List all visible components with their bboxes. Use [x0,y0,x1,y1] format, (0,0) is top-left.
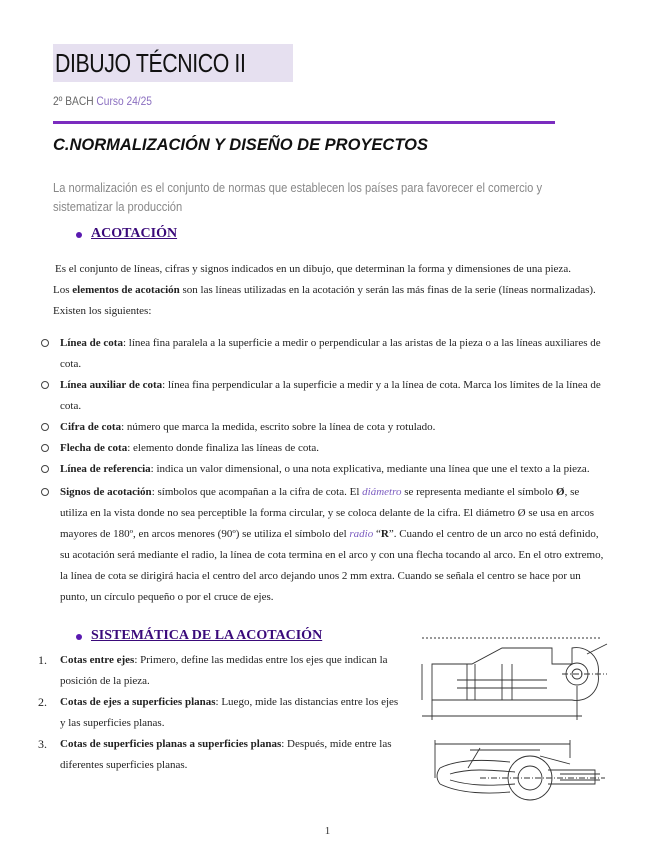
bullet-circle-icon [41,465,49,473]
list-text: se representa mediante el símbolo [401,486,557,498]
list-text: , se utiliza en la vista donde no sea perceptible la forma circular, y se coloca delante de la cifra. El diámetro Ø se usa en arcos mayores de 180º, en arcos menores (90º) se utiliza el símbolo del [60,486,595,540]
list-item [60,459,608,480]
list-term: Línea de cota [60,337,123,349]
list-item [60,482,608,608]
list-item [60,438,608,459]
bullet-dot-icon [76,634,82,640]
bold-term: elementos de acotación [72,284,180,296]
list-item [60,375,608,417]
list-term: Línea auxiliar de cota [60,379,163,391]
bullet-circle-icon [41,444,49,452]
list-text: : línea fina perpendicular a la superficie a medir y a la línea de cota. Marca los límites de la línea de cota. [60,379,601,412]
list-term: Cifra de cota [60,421,122,433]
diameter-symbol: Ø [556,486,565,498]
list-term: Línea de referencia [60,463,151,475]
diametro-term: diámetro [362,486,402,498]
header-rule [53,121,555,124]
document-title: DIBUJO TÉCNICO II [55,48,246,78]
list-item [38,734,404,776]
radio-term: radio [349,528,374,540]
acotacion-paragraph [53,259,613,322]
list-text: ”. Cuando el centro de un arco no está definido, su acotación será mediante el radio, la línea de cota termina en el arco y con una flecha tocando al arco. En el otro extremo, la línea de cota se dirigirá hacia el centro del arco dejando unos 2 mm extra. Cuando se señala el centro se hace por un punto, un círculo pequeño o por el cruce de ejes. [60,528,604,603]
sistematica-list [38,650,404,776]
subtitle [53,94,152,108]
list-number: 1. [38,653,47,667]
technical-drawing-figure-2 [420,738,610,808]
bullet-circle-icon [41,339,49,347]
sistematica-heading: SISTEMÁTICA DE LA ACOTACIÓN [91,628,323,643]
list-item [60,333,608,375]
list-term: Cotas entre ejes [60,654,135,666]
list-item [38,692,404,734]
list-text: : Primero, define las medidas entre los ejes que indican la posición de la pieza. [60,654,388,687]
bullet-circle-icon [41,381,49,389]
course-label: Curso 24/25 [96,94,152,108]
list-text: “ [373,528,381,540]
grade-label: 2º BACH [53,94,94,108]
acotacion-heading: ACOTACIÓN [91,226,178,241]
page-number: 1 [324,825,331,837]
bullet-circle-icon [41,423,49,431]
paragraph-line: Es el conjunto de líneas, cifras y signos indicados en un dibujo, que determinan la forma y dimensiones de una pieza. [55,263,571,275]
bullet-dot-icon [76,232,82,238]
list-number: 2. [38,695,47,709]
list-term: Cotas de superficies planas a superficies planas [60,738,282,750]
list-term: Cotas de ejes a superficies planas [60,696,216,708]
section-intro: La normalización es el conjunto de normas que establecen los países para favorecer el comercio y sistematizar la producción [53,180,543,214]
elements-list [60,333,608,608]
list-number: 3. [38,737,47,751]
list-item [60,417,608,438]
text: son las líneas utilizadas en la acotación y serán las más finas de la serie (líneas normalizadas). Existen los siguientes: [53,284,596,317]
bullet-circle-icon [41,488,49,496]
list-text: : número que marca la medida, escrito sobre la línea de cota y rotulado. [121,421,436,433]
list-term: Flecha de cota [60,442,128,454]
list-text: : elemento donde finaliza las líneas de cota. [127,442,320,454]
technical-drawing-figure-1 [412,634,612,724]
text: Los [53,284,73,296]
list-item [38,650,404,692]
list-text: : Después, mide entre las diferentes superficies planas. [60,738,392,771]
list-text: : línea fina paralela a la superficie a medir o perpendicular a las aristas de la pieza o a las líneas auxiliares de cota. [60,337,601,370]
radius-symbol: R [380,528,389,540]
list-text: : indica un valor dimensional, o una nota explicativa, mediante una línea que une el texto a la pieza. [150,463,590,475]
section-heading: C.NORMALIZACIÓN Y DISEÑO DE PROYECTOS [53,136,428,154]
list-term: Signos de acotación [60,486,152,498]
list-text: : Luego, mide las distancias entre los ejes y las superficies planas. [60,696,399,729]
list-text: : símbolos que acompañan a la cifra de cota. El [151,486,363,498]
paragraph-line [53,280,613,322]
title-box [53,44,293,82]
